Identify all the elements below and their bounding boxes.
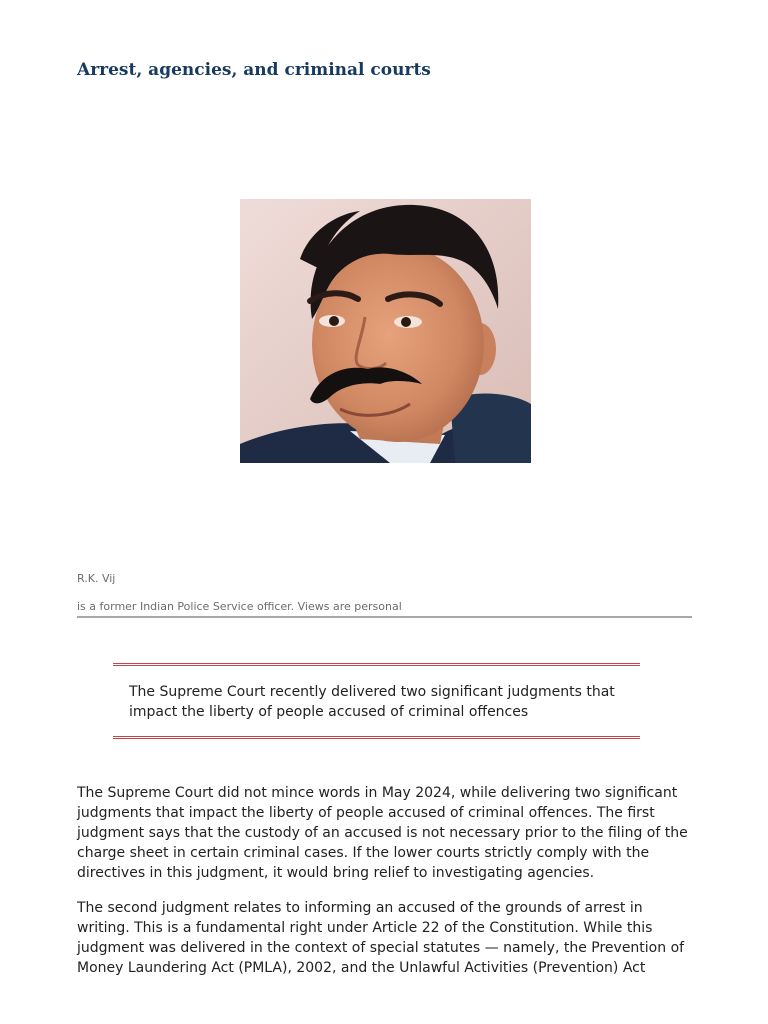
pull-quote: [113, 663, 640, 739]
article-body: [77, 783, 692, 993]
article-paragraph: The Supreme Court did not mince words in May 2024, while delivering two significant judgments that impact the liberty of people accused of criminal offences. The first judgment says that the custody of an accused is not necessary prior to the filing of the charge sheet in certain criminal cases. If the lower courts strictly comply with the directives in this judgment, it would bring relief to investigating agencies.: [77, 785, 688, 881]
article-paragraph: The second judgment relates to informing an accused of the grounds of arrest in writing. This is a fundamental right under Article 22 of the Constitution. While this judgment was delivered in the context of special statutes — namely, the Prevention of Money Laundering Act (PMLA), 2002, and the Unlawful Activities (Prevention) Act: [77, 900, 685, 976]
article-headline: Arrest, agencies, and criminal courts: [77, 60, 431, 80]
author-name: R.K. Vij: [77, 572, 116, 585]
pull-quote-text: The Supreme Court recently delivered two significant judgments that impact the liberty of people accused of criminal offences: [129, 684, 615, 720]
author-photo: [240, 199, 531, 463]
author-bio: is a former Indian Police Service officer. Views are personal: [77, 599, 692, 618]
